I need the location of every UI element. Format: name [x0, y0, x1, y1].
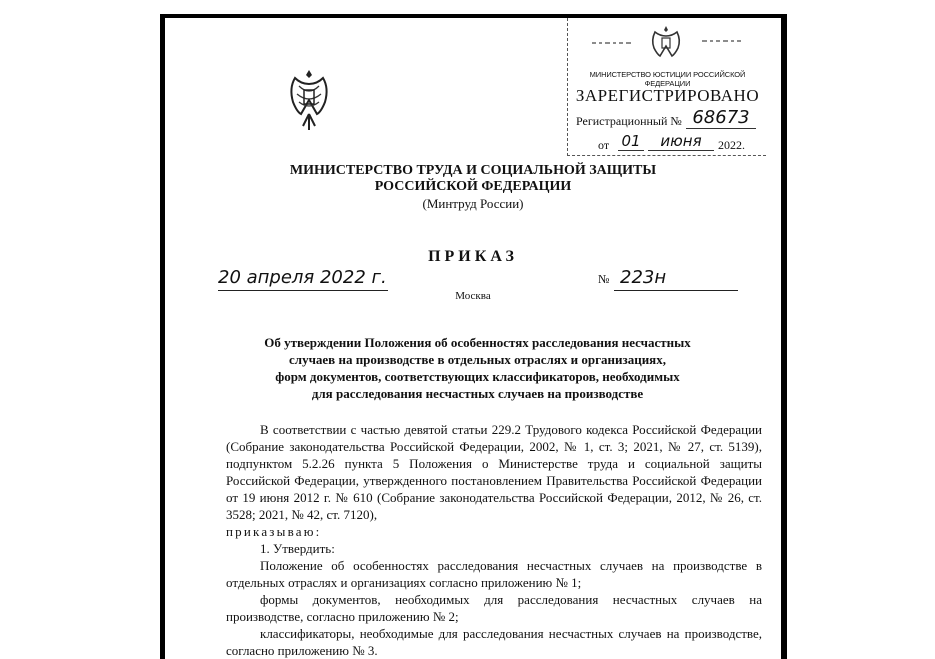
subject-line: форм документов, соответствующих классификаторов, необходимых [275, 369, 680, 384]
order-body [226, 421, 762, 659]
order-word: приказываю: [226, 524, 322, 539]
item-1-heading: 1. Утвердить: [260, 541, 335, 556]
subject-line: случаев на производстве в отдельных отраслях и организациях, [289, 352, 666, 367]
subject-line: для расследования несчастных случаев на производстве [311, 386, 644, 401]
stamp-decoration [702, 38, 742, 44]
stamp-decoration [592, 40, 632, 46]
item-1-classifiers: классификаторы, необходимые для расследования несчастных случаев на производстве, согласно приложению № 3. [226, 626, 762, 658]
issue-city: Москва [455, 290, 491, 302]
order-date: 20 апреля 2022 г. [218, 266, 388, 291]
item-1-regulation: Положение об особенностях расследования несчастных случаев на производстве в отдельных отраслях и организациях согласно приложению № 1; [226, 558, 762, 590]
registration-stamp [567, 18, 766, 156]
stamp-date-prefix: от [598, 138, 610, 152]
order-number: 223н [614, 266, 738, 291]
ministry-name [165, 163, 781, 195]
coat-of-arms-emblem [285, 66, 333, 138]
stamp-date-day: 01 [618, 132, 644, 151]
order-subject [225, 334, 730, 402]
preamble-paragraph: В соответствии с частью девятой статьи 229.2 Трудового кодекса Российской Федерации (Собрание законодательства Российской Федерации, 2002, № 1, ст. 3; 2021, № 27, ст. 5139), подпунктом 5.2.26 пункта 5 Положения о Министерстве труда и социальной защиты Российской Федерации, утвержденного постановлением Правительства Российской Федерации от 19 июня 2012 г. № 610 (Собрание законодательства Российской Федерации, 2012, № 26, ст. 3528; 2021, № 42, ст. 7120), [226, 422, 762, 522]
document-type: ПРИКАЗ [428, 248, 518, 265]
stamp-reg-number: 68673 [686, 108, 756, 129]
ministry-name-line1: МИНИСТЕРСТВО ТРУДА И СОЦИАЛЬНОЙ ЗАЩИТЫ [289, 163, 657, 178]
stamp-date-month: июня [648, 132, 714, 151]
scan-edge-right [781, 14, 787, 659]
stamp-ministry-name: МИНИСТЕРСТВО ЮСТИЦИИ РОССИЙСКОЙ ФЕДЕРАЦИИ [589, 70, 746, 88]
subject-line: Об утверждении Положения об особенностях расследования несчастных [264, 335, 691, 350]
stamp-registered-label: ЗАРЕГИСТРИРОВАНО [575, 86, 760, 105]
order-number-label: № [598, 272, 610, 286]
stamp-emblem-icon [648, 24, 684, 64]
ministry-name-line2: РОССИЙСКОЙ ФЕДЕРАЦИИ [374, 179, 572, 194]
item-1-forms: формы документов, необходимых для расследования несчастных случаев на производстве, согласно приложению № 2; [226, 592, 762, 624]
ministry-short-name: (Минтруд России) [422, 196, 524, 211]
stamp-date-year: 2022. [718, 138, 745, 152]
stamp-reg-number-label: Регистрационный № [576, 114, 682, 128]
